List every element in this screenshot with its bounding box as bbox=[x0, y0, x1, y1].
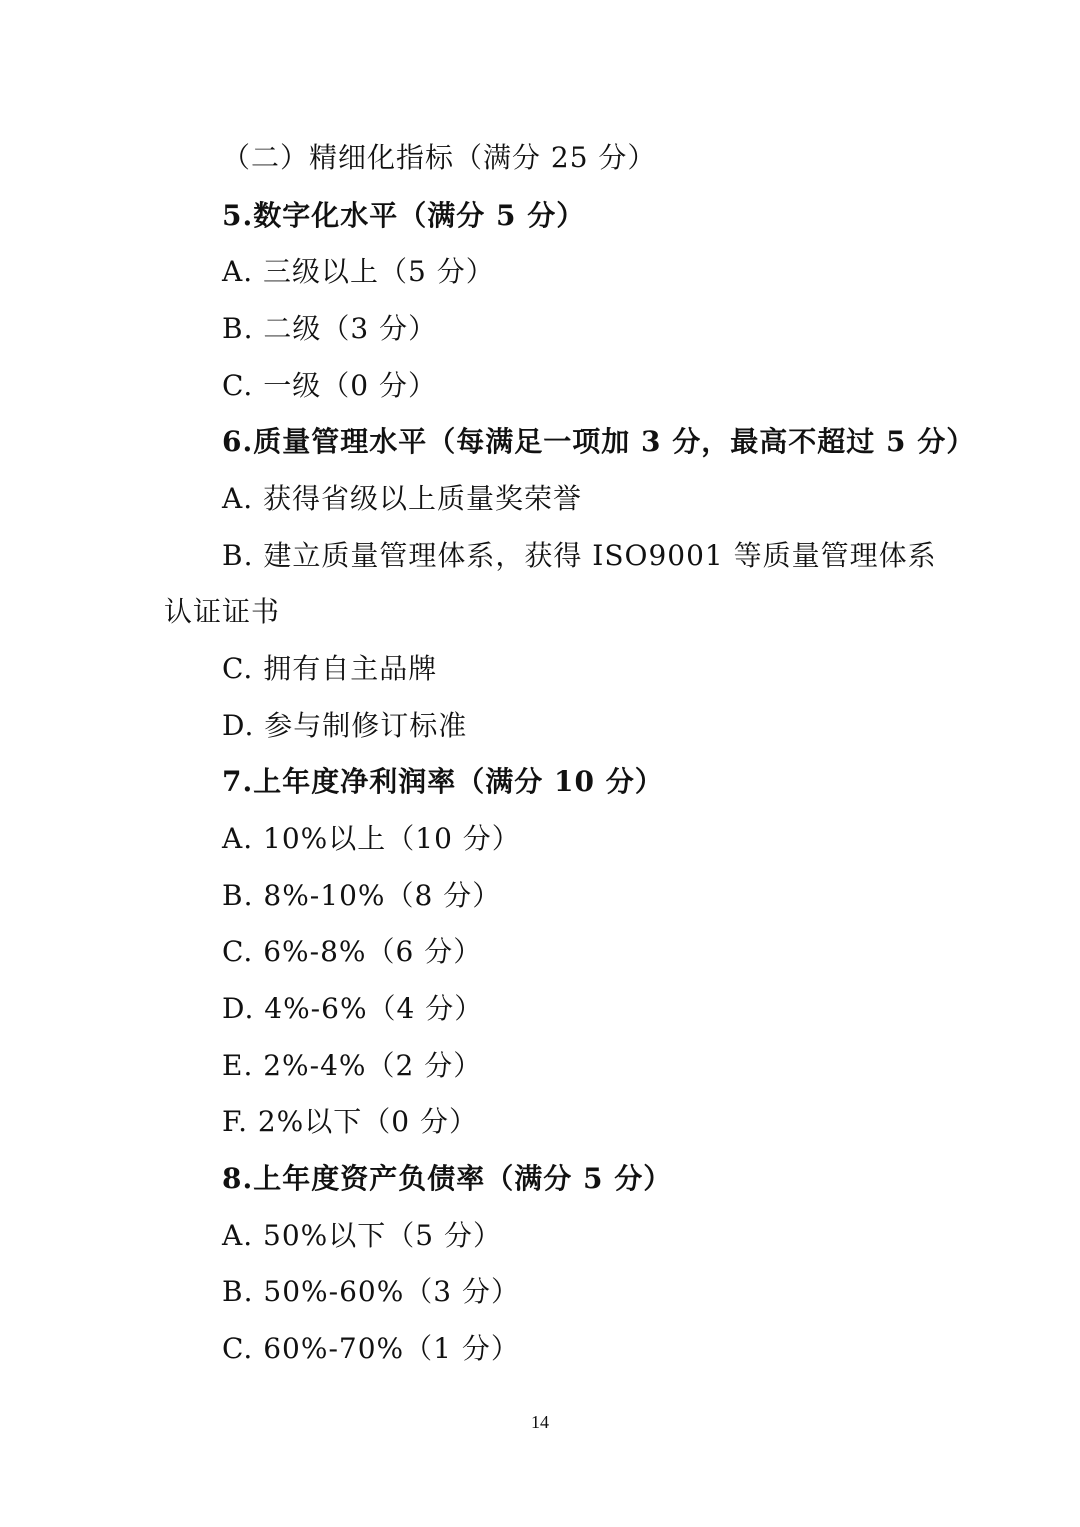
question-7-title: 7.上年度净利润率（满分 10 分） bbox=[222, 765, 664, 798]
question-6-option-c: C. 拥有自主品牌 bbox=[222, 652, 438, 685]
question-8-title: 8.上年度资产负债率（满分 5 分） bbox=[222, 1162, 673, 1195]
page-number: 14 bbox=[531, 1412, 549, 1432]
section-heading: （二）精细化指标（满分 25 分） bbox=[222, 141, 657, 174]
question-5-title: 5.数字化水平（满分 5 分） bbox=[222, 199, 586, 232]
question-7-option-c: C. 6%-8%（6 分） bbox=[222, 935, 483, 968]
question-8-option-c: C. 60%-70%（1 分） bbox=[222, 1332, 520, 1365]
question-6-option-b: B. 建立质量管理体系，获得 ISO9001 等质量管理体系 bbox=[222, 539, 937, 572]
question-6-title: 6.质量管理水平（每满足一项加 3 分，最高不超过 5 分） bbox=[222, 425, 976, 458]
question-7-option-e: E. 2%-4%（2 分） bbox=[222, 1049, 483, 1082]
question-5-option-c: C. 一级（0 分） bbox=[222, 369, 437, 402]
question-6-option-a: A. 获得省级以上质量奖荣誉 bbox=[222, 482, 583, 515]
question-6-option-d: D. 参与制修订标准 bbox=[222, 709, 468, 742]
question-8-option-a: A. 50%以下（5 分） bbox=[222, 1219, 502, 1252]
question-8-option-b: B. 50%-60%（3 分） bbox=[222, 1275, 521, 1308]
question-7-option-d: D. 4%-6%（4 分） bbox=[222, 992, 484, 1025]
question-7-option-b: B. 8%-10%（8 分） bbox=[222, 879, 502, 912]
question-5-option-b: B. 二级（3 分） bbox=[222, 312, 438, 345]
question-7-option-a: A. 10%以上（10 分） bbox=[222, 822, 521, 855]
question-5-option-a: A. 三级以上（5 分） bbox=[222, 255, 495, 288]
question-6-option-b-continuation: 认证证书 bbox=[164, 595, 281, 628]
question-7-option-f: F. 2%以下（0 分） bbox=[222, 1105, 479, 1138]
